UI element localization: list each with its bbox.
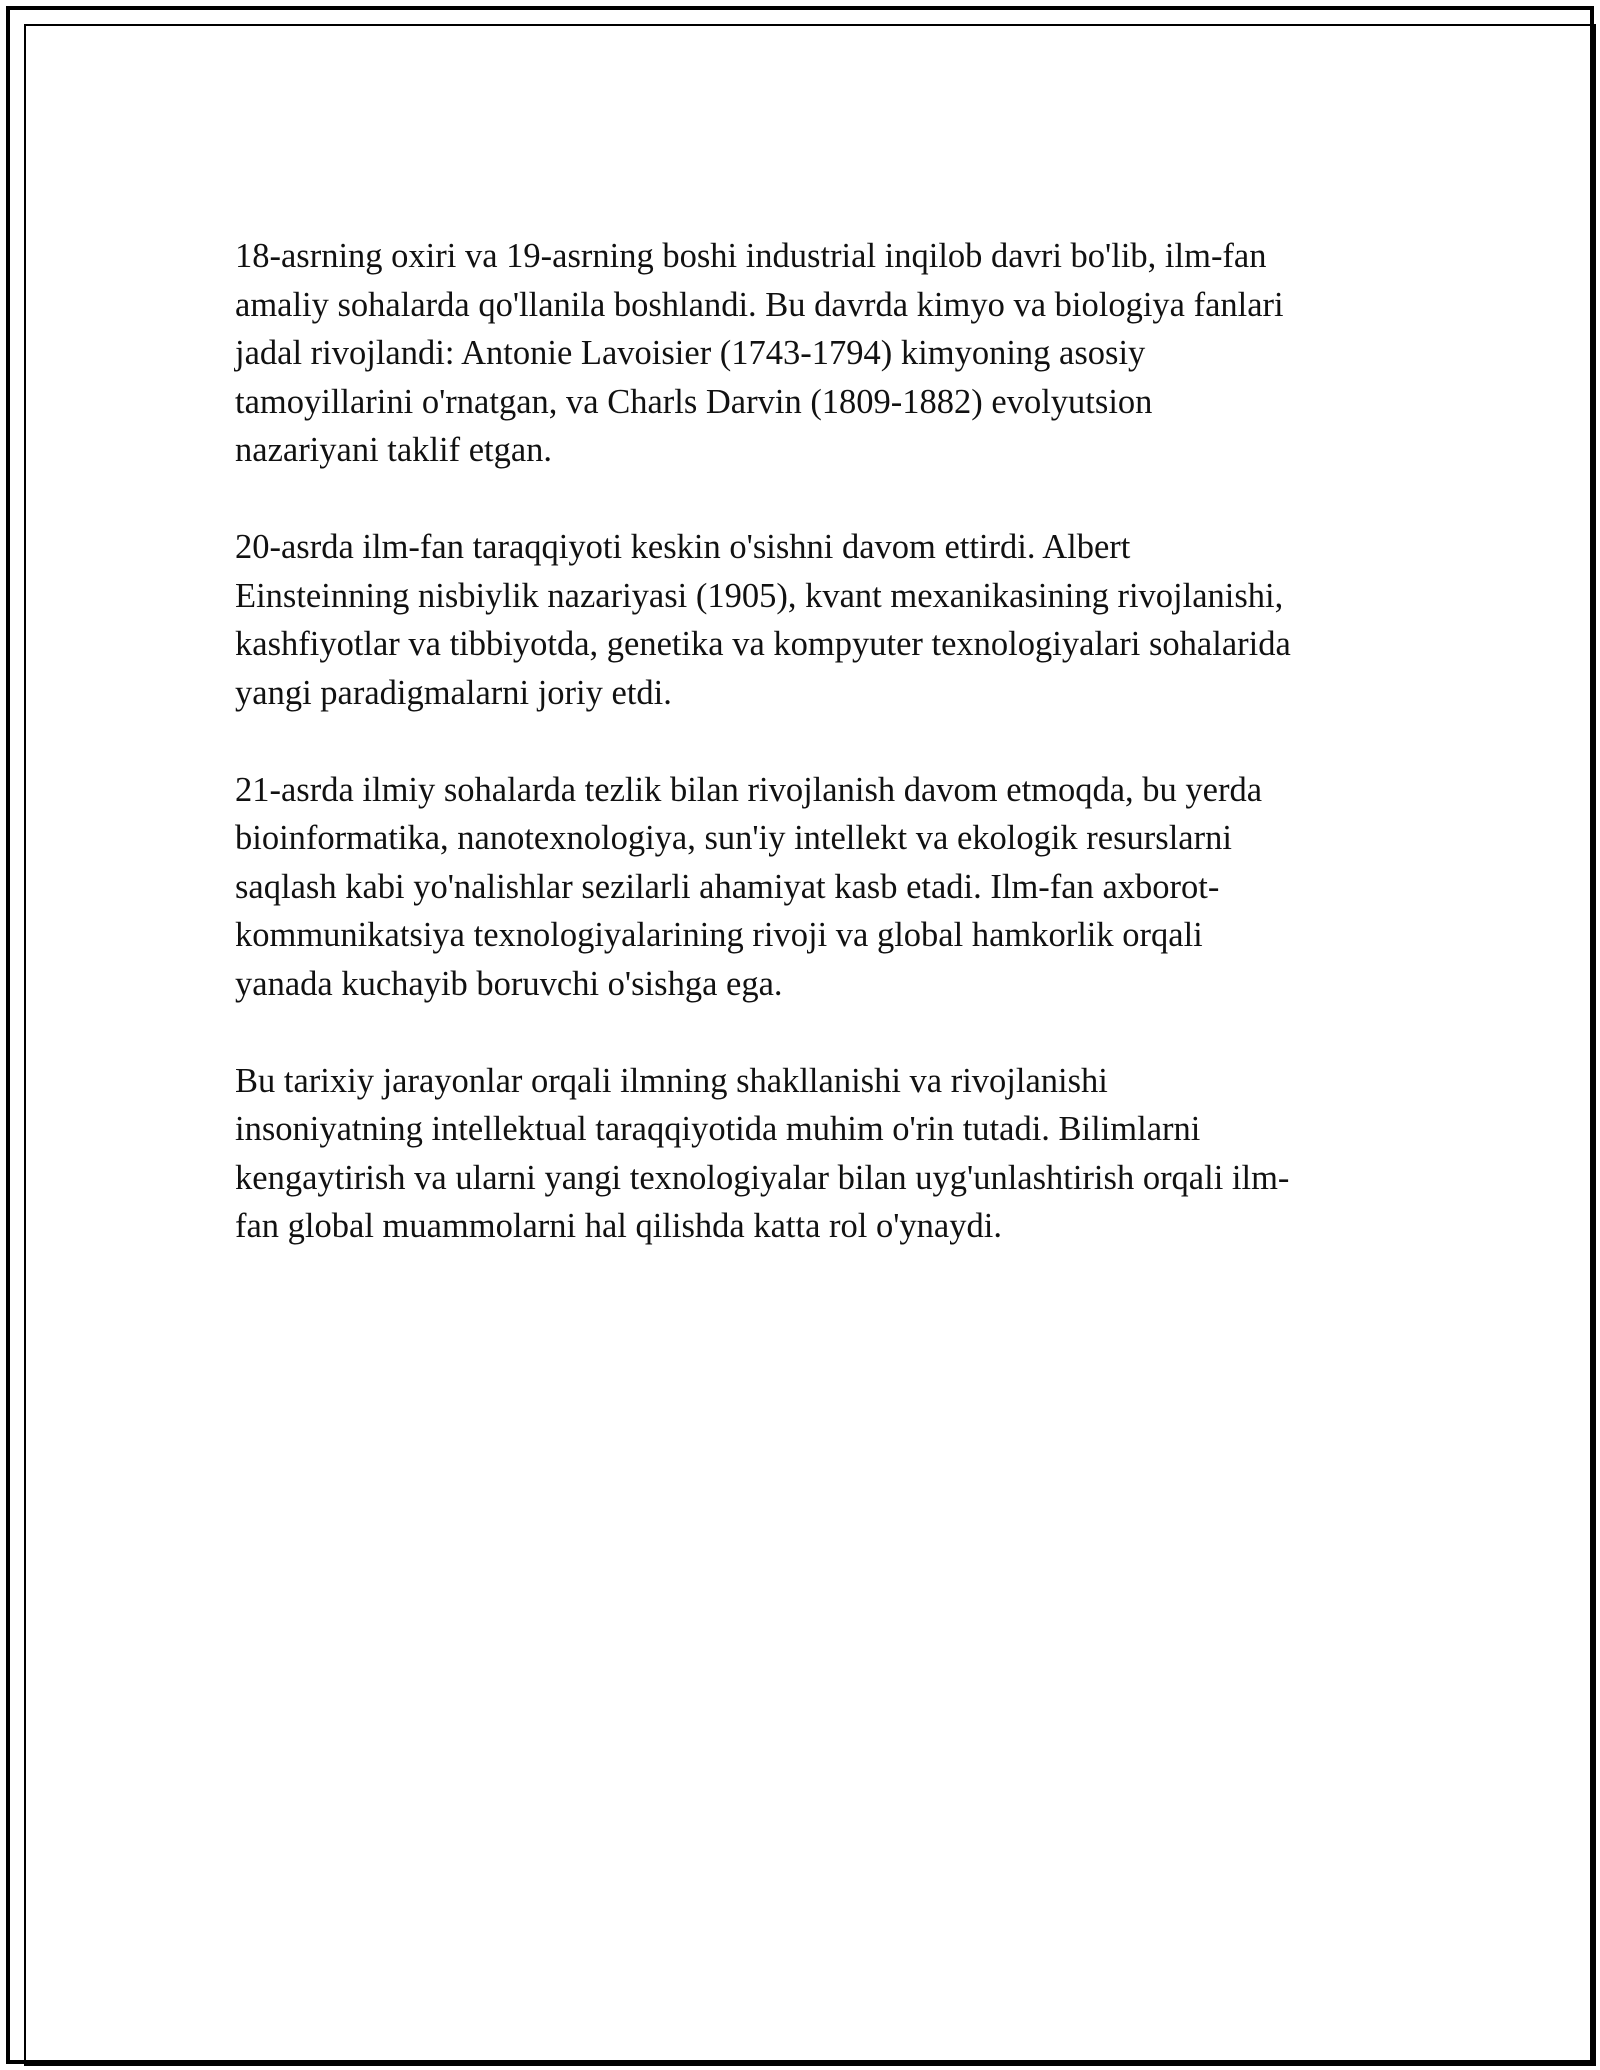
text-line: fan global muammolarni hal qilishda katta rol o'ynaydi. — [235, 1207, 1002, 1245]
text-line: yangi paradigmalarni joriy etdi. — [235, 673, 672, 712]
text-line: amaliy sohalarda qo'llanila boshlandi. Bu davrda kimyo va biologiya fanlari — [235, 285, 1284, 324]
document-body — [235, 232, 1365, 1299]
text-line: tamoyillarini o'rnatgan, va Charls Darvin (1809-1882) evolyutsion — [235, 382, 1153, 421]
text-line: kommunikatsiya texnologiyalarining rivoji va global hamkorlik orqali — [235, 916, 1203, 954]
paragraph-18th-19th-century — [235, 232, 1365, 475]
text-line: insoniyatning intellektual taraqqiyotida muhim o'rin tutadi. Bilimlarni — [235, 1110, 1201, 1148]
text-line: kengaytirish va ularni yangi texnologiyalar bilan uyg'unlashtirish orqali ilm- — [235, 1158, 1290, 1197]
text-line: yanada kuchayib boruvchi o'sishga ega. — [235, 964, 783, 1003]
text-line: Einsteinning nisbiylik nazariyasi (1905), kvant mexanikasining rivojlanishi, — [235, 576, 1284, 615]
text-line: Bu tarixiy jarayonlar orqali ilmning shakllanishi va rivojlanishi — [235, 1061, 1108, 1100]
paragraph-21st-century — [235, 766, 1365, 1009]
paragraph-20th-century — [235, 523, 1365, 717]
paragraph-conclusion — [235, 1057, 1365, 1251]
text-line: 18-asrning oxiri va 19-asrning boshi industrial inqilob davri bo'lib, ilm-fan — [235, 237, 1267, 275]
text-line: saqlash kabi yo'nalishlar sezilarli ahamiyat kasb etadi. Ilm-fan axborot- — [235, 867, 1220, 906]
text-line: kashfiyotlar va tibbiyotda, genetika va kompyuter texnologiyalari sohalarida — [235, 625, 1291, 663]
text-line: nazariyani taklif etgan. — [235, 431, 553, 469]
text-line: jadal rivojlandi: Antonie Lavoisier (1743-1794) kimyoning asosiy — [235, 334, 1146, 372]
text-line: 20-asrda ilm-fan taraqqiyoti keskin o'sishni davom ettirdi. Albert — [235, 528, 1131, 566]
text-line: 21-asrda ilmiy sohalarda tezlik bilan rivojlanish davom etmoqda, bu yerda — [235, 770, 1263, 809]
text-line: bioinformatika, nanotexnologiya, sun'iy intellekt va ekologik resurslarni — [235, 819, 1232, 857]
